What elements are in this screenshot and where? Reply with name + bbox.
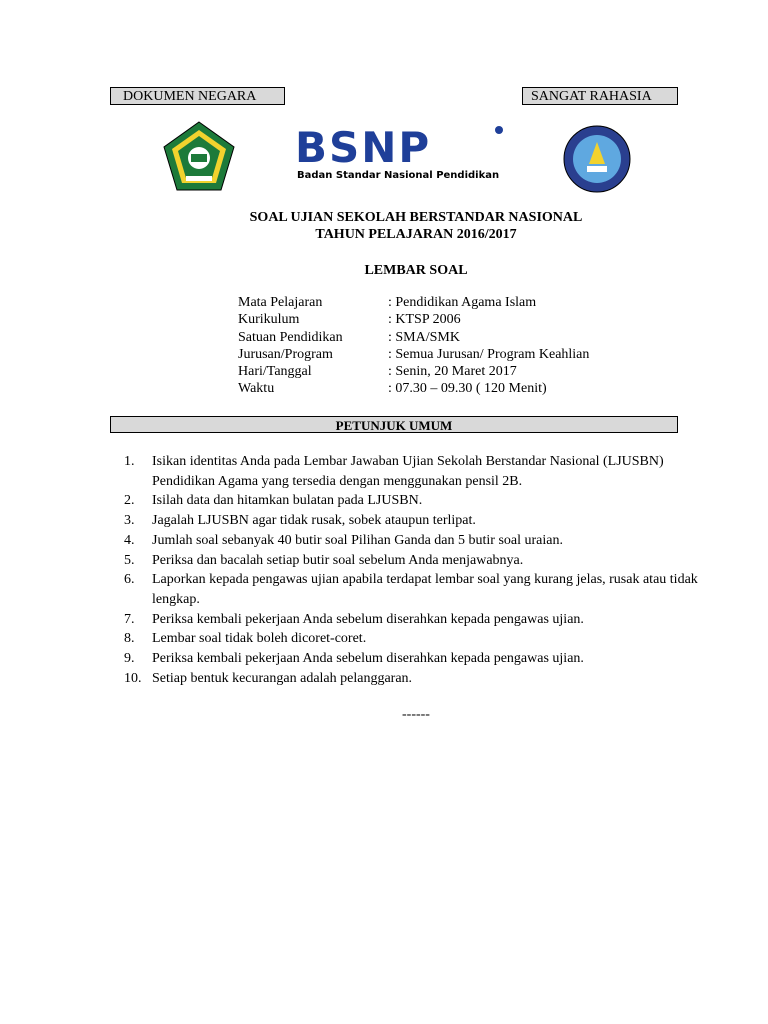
instructions-list <box>124 452 724 688</box>
exam-info <box>238 294 589 398</box>
list-item: 8. Lembar soal tidak boleh dicoret-coret. <box>124 631 367 647</box>
sheet-title: LEMBAR SOAL <box>364 263 468 278</box>
info-row: Mata Pelajaran : Pendidikan Agama Islam <box>238 295 537 310</box>
academic-year: TAHUN PELAJARAN 2016/2017 <box>315 227 517 242</box>
info-row: Waktu : 07.30 – 09.30 ( 120 Menit) <box>238 381 547 397</box>
exam-title: SOAL UJIAN SEKOLAH BERSTANDAR NASIONAL <box>249 210 583 225</box>
info-row: Satuan Pendidikan : SMA/SMK <box>238 329 460 345</box>
list-item: 6. Laporkan kepada pengawas ujian apabila terdapat lembar soal yang kurang jelas, rusak atau tidak lengkap. <box>124 572 698 607</box>
list-item: 10. Setiap bentuk kecurangan adalah pelanggaran. <box>124 670 413 686</box>
list-item: 4. Jumlah soal sebanyak 40 butir soal Pilihan Ganda dan 5 butir soal uraian. <box>124 532 563 548</box>
info-row: Kurikulum : KTSP 2006 <box>238 312 461 328</box>
end-mark: ------ <box>402 707 430 722</box>
list-item: 3. Jagalah LJUSBN agar tidak rusak, sobek ataupun terlipat. <box>124 513 476 529</box>
list-item: 5. Periksa dan bacalah setiap butir soal sebelum Anda menjawabnya. <box>124 552 524 568</box>
list-item: 2. Isilah data dan hitamkan bulatan pada LJUSBN. <box>124 493 423 509</box>
list-item: 7. Periksa kembali pekerjaan Anda sebelum diserahkan kepada pengawas ujian. <box>124 611 584 627</box>
sangat-rahasia-label: SANGAT RAHASIA <box>522 87 678 105</box>
info-row: Jurusan/Program : Semua Jurusan/ Program Keahlian <box>238 346 590 362</box>
svg-text:BSNP: BSNP <box>295 124 432 172</box>
list-item: 1. Isikan identitas Anda pada Lembar Jawaban Ujian Sekolah Berstandar Nasional (LJUSBN) Pendidikan Agama yang tersedia dengan menggunakan pensil 2B. <box>124 454 664 489</box>
dokumen-negara-label: DOKUMEN NEGARA <box>110 87 285 105</box>
list-item: 9. Periksa kembali pekerjaan Anda sebelum diserahkan kepada pengawas ujian. <box>124 651 584 667</box>
general-instructions-header: PETUNJUK UMUM <box>110 416 678 433</box>
bsnp-logo <box>293 124 507 188</box>
kemenag-logo-icon <box>162 120 236 194</box>
bsnp-subtitle: Badan Standar Nasional Pendidikan <box>297 170 500 181</box>
info-row: Hari/Tanggal : Senin, 20 Maret 2017 <box>238 364 517 380</box>
kemdikbud-logo-icon <box>561 124 633 194</box>
